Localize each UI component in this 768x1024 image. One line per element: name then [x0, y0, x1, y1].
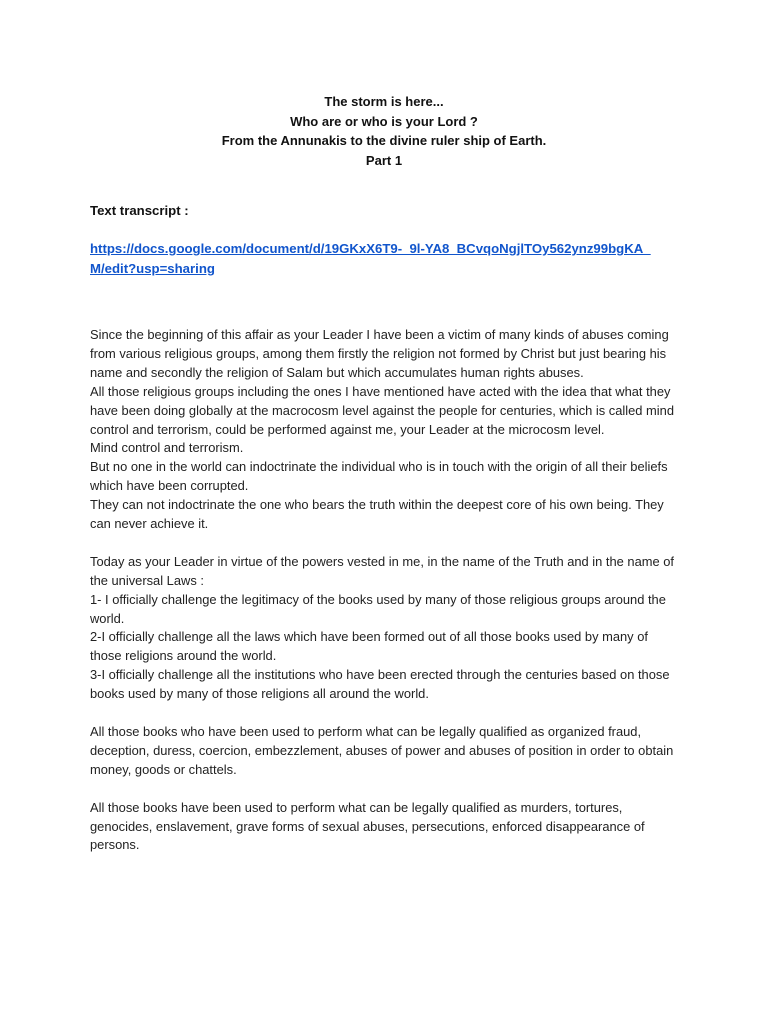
- paragraph-line: All those religious groups including the ones I have mentioned have acted with the idea that what they have been doing globally at the macrocosm level against the people for centuries, which is called mind control and terrorism, could be performed against me, your Leader at the microcosm level.: [90, 383, 674, 437]
- document-body: [90, 326, 678, 855]
- title-line: Who are or who is your Lord ?: [290, 113, 478, 129]
- paragraph-line: 1- I officially challenge the legitimacy of the books used by many of those religious groups around the world.: [90, 591, 666, 626]
- paragraph-line: Since the beginning of this affair as your Leader I have been a victim of many kinds of abuses coming from various religious groups, among them firstly the religion not formed by Christ but just bearing his name and secondly the religion of Salam but which accumulates human rights abuses.: [90, 327, 669, 380]
- paragraph-line: 3-I officially challenge all the institutions who have been erected through the centuries based on those books used by many of those religions all around the world.: [90, 667, 670, 702]
- paragraph: [90, 723, 678, 780]
- title-line: From the Annunakis to the divine ruler ship of Earth.: [221, 133, 547, 148]
- paragraph: [90, 326, 678, 534]
- paragraph-line: All those books have been used to perform what can be legally qualified as murders, tortures, genocides, enslavement, grave forms of sexual abuses, persecutions, enforced disappearance of persons.: [90, 799, 645, 853]
- paragraph-line: 2-I officially challenge all the laws which have been formed out of all those books used by many of those religions around the world.: [90, 629, 648, 664]
- paragraph-line: Mind control and terrorism.: [90, 440, 244, 456]
- paragraph: [90, 553, 678, 704]
- paragraph-line: Today as your Leader in virtue of the powers vested in me, in the name of the Truth and in the name of the universal Laws :: [90, 553, 674, 588]
- link-line: M/edit?usp=sharing: [90, 260, 215, 276]
- paragraph: [90, 799, 678, 856]
- title-line: The storm is here...: [324, 94, 444, 109]
- paragraph-line: They can not indoctrinate the one who bears the truth within the deepest core of his own being. They can never achieve it.: [90, 497, 664, 532]
- title-line: Part 1: [365, 152, 403, 168]
- paragraph-line: All those books who have been used to perform what can be legally qualified as organized fraud, deception, duress, coercion, embezzlement, abuses of power and abuses of position in order to obtain money, goods or chattels.: [90, 724, 674, 777]
- link-line: https://docs.google.com/document/d/19GKxX6T9-_9l-YA8_BCvqoNgjlTOy562ynz99bgKA_: [90, 241, 651, 256]
- transcript-label: Text transcript :: [90, 203, 189, 218]
- paragraph-line: But no one in the world can indoctrinate the individual who is in touch with the origin of all their beliefs which have been corrupted.: [90, 459, 668, 494]
- document-title: [90, 92, 678, 170]
- transcript-link[interactable]: [90, 239, 680, 278]
